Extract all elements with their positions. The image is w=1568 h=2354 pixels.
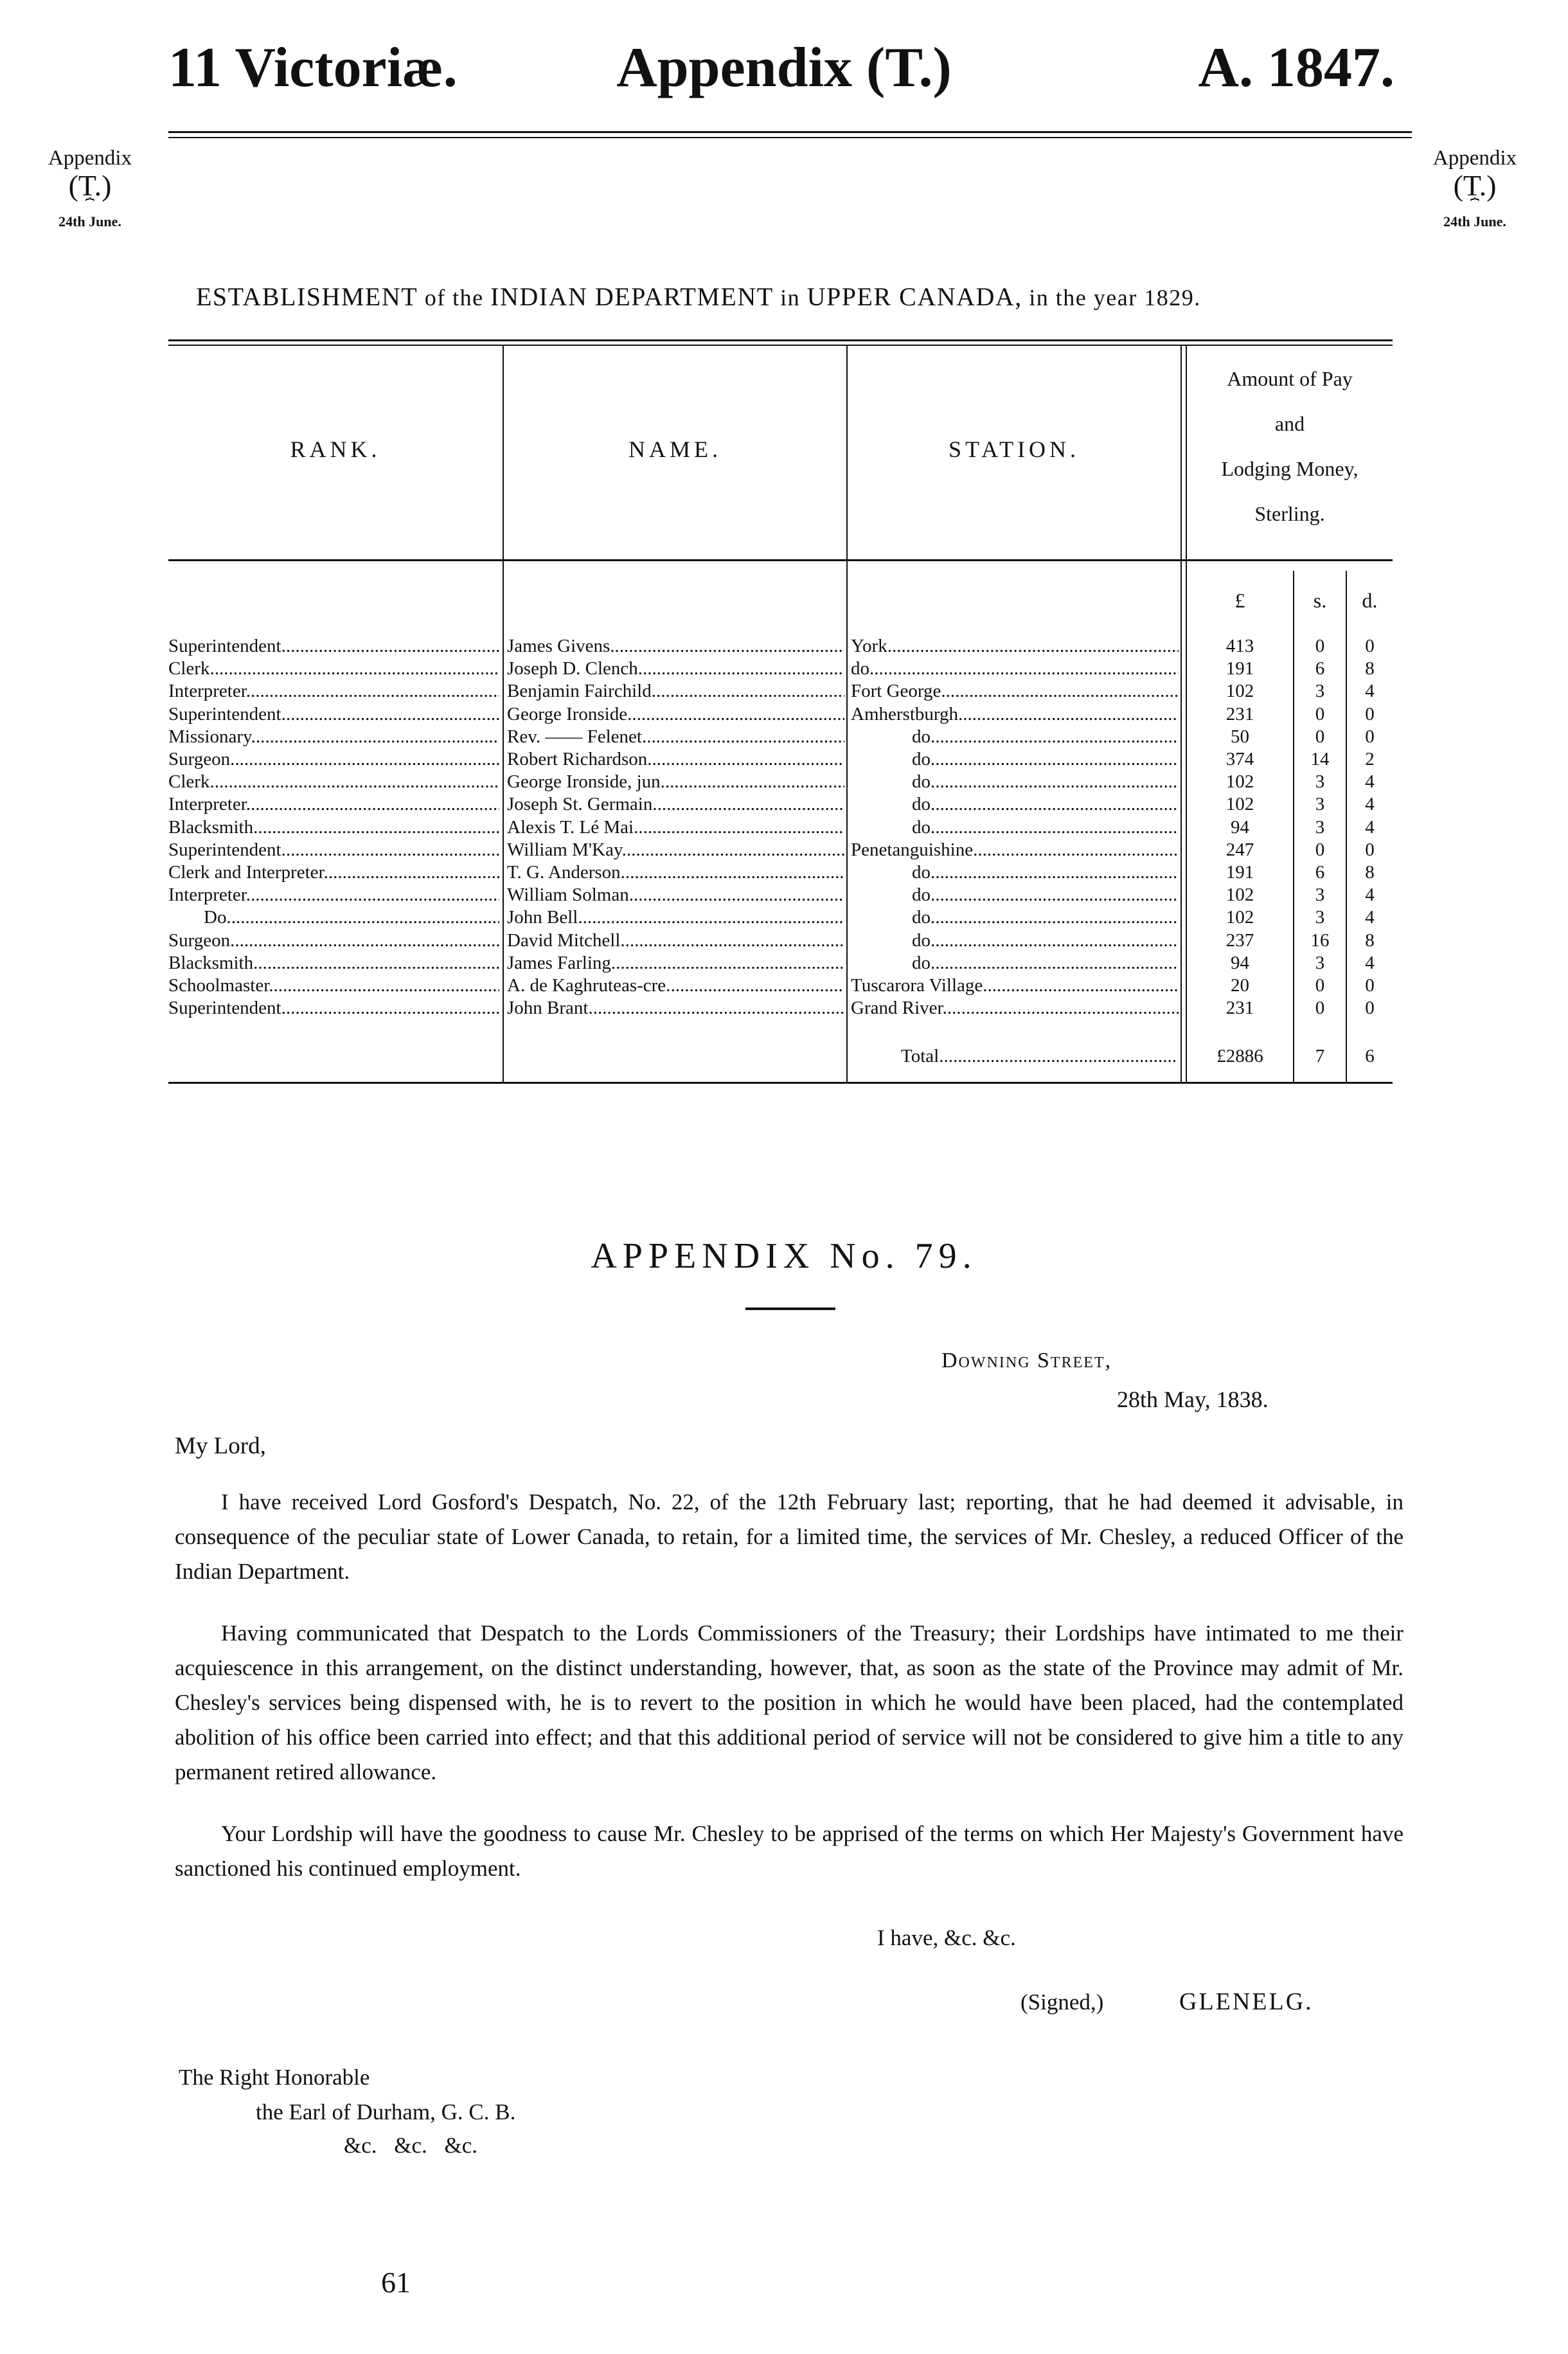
cell-name [507, 930, 844, 952]
cell-pence: 0 [1365, 636, 1375, 656]
cell-name [507, 793, 844, 816]
signer-name: GLENELG. [1179, 1988, 1314, 2015]
cell-pence: 8 [1365, 862, 1375, 883]
total-label: Total [901, 1046, 940, 1066]
cell-rank [168, 658, 499, 680]
cell-rank-text: Interpreter [168, 885, 246, 906]
cell-shillings: 0 [1315, 703, 1325, 724]
cell-station [851, 997, 1179, 1020]
cell-name [507, 635, 844, 658]
margin-note-date: 24th June. [1443, 213, 1506, 230]
cell-name-text: T. G. Anderson [507, 862, 621, 883]
cell-station [851, 861, 1179, 884]
addressee-line: the Earl of Durham, G. C. B. [256, 2099, 516, 2125]
cell-rank [168, 680, 499, 703]
cell-name-text: John Bell [507, 907, 578, 928]
cell-shillings: 3 [1315, 771, 1325, 793]
cell-name-text: Robert Richardson [507, 749, 648, 769]
cell-pence: 4 [1365, 952, 1375, 973]
cell-name [507, 952, 844, 975]
running-head-title: Appendix (T.) [616, 37, 952, 99]
cell-rank-text: Clerk [168, 771, 210, 793]
cell-pence: 8 [1365, 930, 1375, 951]
cell-shillings: 16 [1310, 930, 1330, 951]
header-rule-double [168, 137, 1412, 138]
table-title-part: in the year 1829. [1022, 285, 1201, 310]
total-pence: 6 [1365, 1046, 1375, 1066]
cell-shillings: 3 [1315, 681, 1325, 702]
salutation: My Lord, [175, 1433, 266, 1459]
margin-note-right [1411, 147, 1539, 229]
cell-pounds: 102 [1225, 771, 1254, 793]
total-shillings: 7 [1315, 1046, 1325, 1066]
cell-name [507, 658, 844, 680]
cell-rank [168, 861, 499, 884]
cell-rank [168, 771, 499, 793]
cell-pence: 2 [1365, 749, 1375, 769]
addressee-line: The Right Honorable [179, 2065, 370, 2090]
cell-rank [168, 816, 499, 839]
cell-pounds: 94 [1231, 816, 1249, 838]
margin-note-label: Appendix [48, 147, 132, 170]
cell-rank [168, 726, 499, 748]
cell-pence: 0 [1365, 975, 1375, 996]
running-head-year: A. 1847. [1198, 37, 1394, 99]
running-head-session: 11 Victoriæ. [168, 37, 458, 99]
cell-name [507, 816, 844, 839]
cell-rank [168, 952, 499, 975]
cell-shillings: 0 [1315, 636, 1325, 656]
cell-shillings: 3 [1315, 794, 1325, 815]
cell-rank [168, 793, 499, 816]
header-pay-line: and [1274, 412, 1305, 435]
cell-rank [168, 635, 499, 658]
cell-station [851, 930, 1179, 952]
cell-station-text: Penetanguishine [851, 839, 974, 860]
cell-station-text: do [912, 862, 931, 883]
cell-rank-text: Blacksmith [168, 816, 254, 838]
table-bottom-rule [168, 1082, 1393, 1084]
unit-pence: d. [1362, 589, 1378, 612]
cell-station [851, 748, 1179, 771]
cell-pounds: 191 [1225, 862, 1254, 883]
cell-shillings: 6 [1315, 862, 1325, 883]
cell-station-text: do [912, 816, 931, 838]
cell-rank [168, 703, 499, 726]
cell-pounds: 413 [1225, 636, 1254, 656]
brace-icon: ⏞ [1470, 198, 1480, 215]
cell-station [851, 703, 1179, 726]
cell-pence: 4 [1365, 907, 1375, 928]
cell-rank [168, 906, 499, 929]
cell-pounds: 231 [1225, 998, 1254, 1019]
cell-name-text: A. de Kaghruteas-cre [507, 975, 666, 996]
header-pay-line: Sterling. [1254, 502, 1325, 525]
cell-station-text: do [912, 771, 931, 793]
cell-station [851, 680, 1179, 703]
cell-station-text: York [851, 636, 887, 656]
table-title-part: ESTABLISHMENT [196, 282, 418, 311]
cell-rank-text: Missionary [168, 726, 251, 747]
cell-pounds: 247 [1225, 839, 1254, 860]
cell-name-text: James Givens [507, 636, 610, 656]
cell-rank-text: Surgeon [168, 930, 231, 951]
table-title-part: of the [418, 285, 491, 310]
header-pay [1187, 356, 1393, 536]
cell-shillings: 0 [1315, 975, 1325, 996]
cell-pounds: 102 [1225, 885, 1254, 906]
cell-station-text: Grand River [851, 998, 943, 1019]
cell-shillings: 14 [1310, 749, 1330, 769]
cell-name-text: David Mitchell [507, 930, 621, 951]
header-rule [168, 131, 1412, 133]
cell-pounds: 102 [1225, 681, 1254, 702]
margin-note-letter: (T.) [1453, 169, 1497, 202]
table-top-rule-double [168, 345, 1393, 346]
unit-pounds: £ [1234, 589, 1245, 612]
letter-paragraph: Having communicated that Despatch to the Lords Commissioners of the Treasury; their Lordships have intimated to me their acquiescence in this arrangement, on the distinct understanding, however, that, as soon as the state of the Province may admit of Mr. Chesley's services being dispensed with, he is to revert to the position in which he would have been placed, had the contemplated abolition of his office been carried into effect; and that this additional period of service will not be considered to give him a title to any permanent retired allowance. [175, 1621, 1403, 1784]
cell-rank-text: Blacksmith [168, 952, 254, 973]
cell-name [507, 703, 844, 726]
appendix-heading: APPENDIX No. 79. [591, 1236, 977, 1276]
column-rule [1180, 346, 1182, 1082]
cell-pounds: 374 [1225, 749, 1254, 769]
cell-pounds: 237 [1225, 930, 1254, 951]
cell-shillings: 3 [1315, 816, 1325, 838]
total-label-cell [901, 1045, 1177, 1068]
cell-station-text: do [851, 658, 869, 679]
cell-shillings: 0 [1315, 839, 1325, 860]
establishment-table [168, 339, 1393, 1098]
table-header-rule [168, 559, 1393, 561]
cell-rank [168, 930, 499, 952]
margin-note-left [26, 147, 154, 229]
header-station: STATION. [948, 436, 1080, 462]
cell-name-text: William Solman [507, 885, 629, 906]
cell-pence: 0 [1365, 839, 1375, 860]
header-pay-line: Lodging Money, [1221, 457, 1359, 480]
cell-name [507, 975, 844, 997]
unit-shillings: s. [1313, 589, 1327, 612]
cell-rank-text: Superintendent [168, 703, 281, 724]
cell-pence: 4 [1365, 885, 1375, 906]
cell-name-text: George Ironside [507, 703, 628, 724]
cell-pounds: 191 [1225, 658, 1254, 679]
cell-station-text: do [912, 726, 931, 747]
cell-station [851, 658, 1179, 680]
cell-station [851, 952, 1179, 975]
cell-station-text: Tuscarora Village [851, 975, 983, 996]
cell-rank-text: Interpreter [168, 681, 246, 702]
letter-paragraph: Your Lordship will have the goodness to cause Mr. Chesley to be apprised of the terms on which Her Majesty's Government have sanctioned his continued employment. [175, 1821, 1403, 1881]
header-pay-line: Amount of Pay [1227, 367, 1353, 390]
cell-station-text: Fort George [851, 681, 941, 702]
letter-place: Downing Street, [941, 1349, 1112, 1372]
letter-closing: I have, &c. &c. [877, 1925, 1016, 1950]
cell-shillings: 0 [1315, 998, 1325, 1019]
letter-date: 28th May, 1838. [1117, 1387, 1269, 1412]
cell-pence: 8 [1365, 658, 1375, 679]
cell-name-text: Joseph D. Clench [507, 658, 638, 679]
cell-rank-text: Superintendent [168, 839, 281, 860]
margin-note-letter: (T.) [68, 169, 112, 202]
cell-station [851, 839, 1179, 861]
cell-pounds: 94 [1231, 952, 1249, 973]
cell-rank-text: Superintendent [168, 636, 281, 656]
table-title-part: INDIAN DEPARTMENT [490, 282, 774, 311]
margin-note-date: 24th June. [58, 213, 121, 230]
cell-name [507, 906, 844, 929]
brace-icon: ⏞ [85, 198, 95, 215]
cell-station-text: do [912, 952, 931, 973]
cell-rank-text: Do [204, 907, 227, 928]
cell-rank-text: Interpreter [168, 794, 246, 815]
cell-station [851, 816, 1179, 839]
cell-name-text: Benjamin Fairchild [507, 681, 652, 702]
cell-station-text: Amherstburgh [851, 703, 959, 724]
cell-station-text: do [912, 907, 931, 928]
table-title [196, 282, 1201, 312]
cell-name [507, 726, 844, 748]
cell-name-text: John Brant [507, 998, 589, 1019]
cell-name [507, 861, 844, 884]
cell-station-text: do [912, 794, 931, 815]
page-number: 61 [381, 2266, 411, 2299]
signed-note: (Signed,) [1020, 1990, 1104, 2015]
cell-station-text: do [912, 930, 931, 951]
cell-station [851, 635, 1179, 658]
letter-paragraph: I have received Lord Gosford's Despatch, No. 22, of the 12th February last; reporting, that he had deemed it advisable, in consequence of the peculiar state of Lower Canada, to retain, for a limited time, the services of Mr. Chesley, a reduced Officer of the Indian Department. [175, 1489, 1403, 1584]
cell-station-text: do [912, 885, 931, 906]
cell-name-text: George Ironside, jun. [507, 771, 665, 793]
total-pounds: £2886 [1216, 1046, 1263, 1066]
cell-rank [168, 975, 499, 997]
cell-station [851, 793, 1179, 816]
cell-pence: 0 [1365, 998, 1375, 1019]
cell-pounds: 50 [1231, 726, 1249, 747]
cell-pounds: 20 [1231, 975, 1249, 996]
cell-rank [168, 839, 499, 861]
margin-note-label: Appendix [1432, 147, 1517, 170]
cell-name-text: Joseph St. Germain [507, 794, 653, 815]
table-title-part: in [773, 285, 807, 310]
table-title-part: UPPER CANADA, [806, 282, 1022, 311]
cell-shillings: 6 [1315, 658, 1325, 679]
cell-rank-text: Superintendent [168, 998, 281, 1019]
addressee-line: &c. &c. &c. [344, 2133, 478, 2158]
cell-rank-text: Clerk and Interpreter [168, 862, 324, 883]
cell-rank-text: Schoolmaster [168, 975, 269, 996]
cell-name [507, 884, 844, 906]
cell-pounds: 231 [1225, 703, 1254, 724]
cell-station [851, 726, 1179, 748]
cell-shillings: 0 [1315, 726, 1325, 747]
header-name: NAME. [628, 436, 722, 462]
cell-rank [168, 997, 499, 1020]
cell-name [507, 997, 844, 1020]
cell-name-text: James Farling [507, 952, 611, 973]
cell-name [507, 771, 844, 793]
cell-pence: 4 [1365, 681, 1375, 702]
cell-station-text: do [912, 749, 931, 769]
heading-rule [745, 1307, 835, 1310]
cell-name [507, 748, 844, 771]
cell-name [507, 839, 844, 861]
cell-pounds: 102 [1225, 794, 1254, 815]
cell-shillings: 3 [1315, 907, 1325, 928]
cell-pence: 4 [1365, 794, 1375, 815]
cell-name-text: William M'Kay [507, 839, 622, 860]
cell-rank-text: Surgeon [168, 749, 231, 769]
cell-shillings: 3 [1315, 885, 1325, 906]
cell-pence: 4 [1365, 771, 1375, 793]
cell-name-text: Rev. —— Felenet [507, 726, 642, 747]
cell-station [851, 975, 1179, 997]
cell-pounds: 102 [1225, 907, 1254, 928]
cell-name [507, 680, 844, 703]
cell-pence: 4 [1365, 816, 1375, 838]
cell-rank-text: Clerk [168, 658, 210, 679]
table-top-rule [168, 339, 1393, 341]
cell-rank [168, 748, 499, 771]
cell-station [851, 884, 1179, 906]
cell-station [851, 771, 1179, 793]
cell-shillings: 3 [1315, 952, 1325, 973]
cell-pence: 0 [1365, 703, 1375, 724]
cell-name-text: Alexis T. Lé Mai [507, 816, 634, 838]
header-rank: RANK. [290, 436, 381, 462]
cell-rank [168, 884, 499, 906]
cell-station [851, 906, 1179, 929]
cell-pence: 0 [1365, 726, 1375, 747]
